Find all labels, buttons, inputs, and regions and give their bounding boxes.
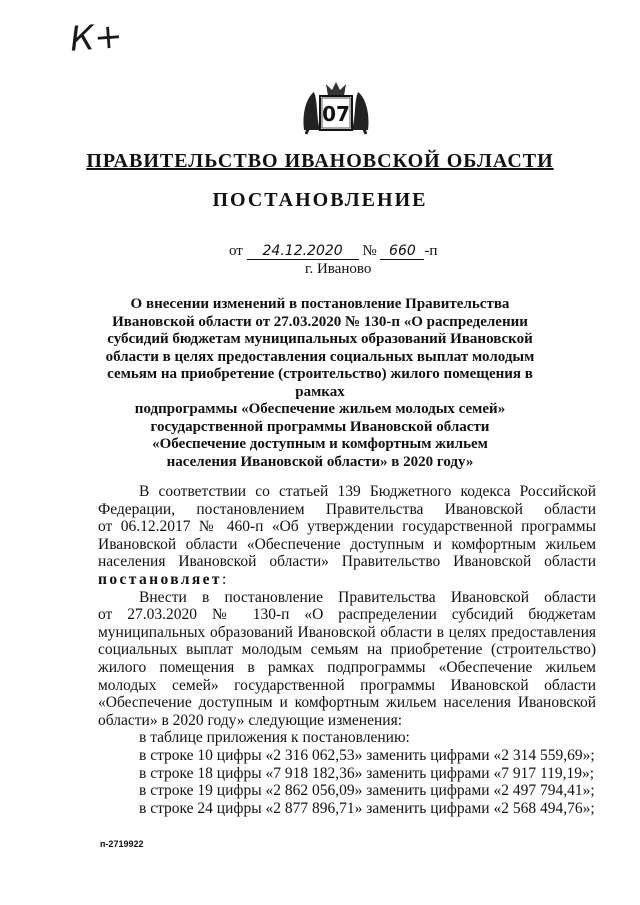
subject-line: О внесении изменений в постановление Правительства: [130, 296, 510, 312]
item-line: социальных выплат молодым семьям на приобретение (строительство): [98, 641, 596, 659]
resolves-colon: :: [221, 570, 227, 588]
change-line: в строке 19 цифры «2 862 056,09» заменить цифрами «2 497 794,41»;: [139, 782, 595, 800]
date-value: 24.12.2020: [247, 243, 359, 260]
item-line: муниципальных образований Ивановской области в целях предоставления: [98, 623, 596, 641]
preamble-line: населения Ивановской области» Правительство Ивановской области: [98, 553, 596, 571]
subject-line: государственной программы Ивановской области: [150, 418, 490, 435]
number-value: 660: [380, 243, 424, 260]
organization-title: ПРАВИТЕЛЬСТВО ИВАНОВСКОЙ ОБЛАСТИ: [86, 150, 554, 172]
subject-line: семьям на приобретение (строительство) жилого помещения в рамках: [107, 366, 533, 400]
preamble-line: Ивановской области «Обеспечение доступным и комфортным жильем: [98, 535, 596, 553]
item-line: Внести в постановление Правительства Ивановской области: [139, 588, 596, 606]
resolves-line: [98, 571, 596, 589]
subject-line: области в целях предоставления социальных выплат молодым: [105, 348, 535, 365]
item-line: от 27.03.2020 № 130-п «О распределении субсидий бюджетам: [98, 606, 596, 624]
preamble-line: В соответствии со статьей 139 Бюджетного кодекса Российской: [139, 483, 596, 500]
item-line: жилого помещения в рамках подпрограммы «Обеспечение жильем: [98, 658, 596, 676]
item-line: «Обеспечение доступным и комфортным жильем населения Ивановской: [98, 694, 596, 712]
subject-line: подпрограммы «Обеспечение жильем молодых семей»: [134, 401, 506, 417]
number-prefix: №: [362, 243, 377, 259]
preamble-line: от 06.12.2017 № 460-п «Об утверждении государственной программы: [98, 518, 596, 536]
footer-document-code: п-2719922: [100, 839, 144, 849]
subject-line: населения Ивановской области» в 2020 году»: [166, 453, 474, 470]
city: г. Иваново: [305, 261, 372, 277]
subject-line: «Обеспечение доступным и комфортным жильем: [152, 436, 488, 452]
date-number-row: [229, 243, 437, 260]
document-body: [98, 483, 596, 817]
document-type: ПОСТАНОВЛЕНИЕ: [212, 189, 428, 211]
item-line: области» в 2020 году» следующие изменения:: [98, 711, 403, 729]
coat-of-arms-icon: [296, 80, 376, 136]
table-intro: в таблице приложения к постановлению:: [139, 729, 410, 747]
date-prefix: от: [229, 243, 243, 259]
subject-line: субсидий бюджетам муниципальных образований Ивановской: [107, 331, 533, 347]
change-line: в строке 10 цифры «2 316 062,53» заменить цифрами «2 314 559,69»;: [139, 746, 595, 764]
emblem-stamp-text: 07: [322, 102, 350, 126]
change-line: в строке 18 цифры «7 918 182,36» заменить цифрами «7 917 119,19»;: [139, 764, 595, 782]
resolves-word: постановляет: [98, 570, 222, 588]
document-subject: [100, 296, 540, 471]
preamble-line: Федерации, постановлением Правительства Ивановской области: [98, 500, 596, 518]
item-line: молодых семей» государственной программы Ивановской области: [98, 676, 596, 694]
change-line: в строке 24 цифры «2 877 896,71» заменить цифрами «2 568 494,76»;: [139, 799, 595, 817]
number-suffix: -п: [424, 243, 438, 259]
subject-line: Ивановской области от 27.03.2020 № 130-п «О распределении: [112, 313, 528, 330]
handwritten-mark: К+: [68, 16, 124, 60]
